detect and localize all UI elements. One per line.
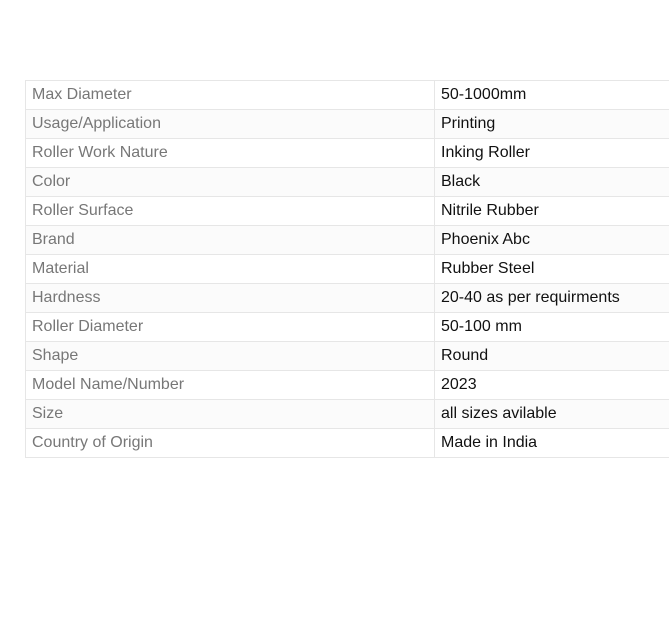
spec-value: Made in India (435, 429, 669, 458)
table-row (26, 197, 669, 226)
spec-label: Size (26, 400, 435, 429)
table-row (26, 284, 669, 313)
spec-value: 20-40 as per requirments (435, 284, 669, 313)
spec-label: Usage/Application (26, 110, 435, 139)
spec-label: Roller Surface (26, 197, 435, 226)
table-row (26, 400, 669, 429)
spec-value: Phoenix Abc (435, 226, 669, 255)
spec-label: Color (26, 168, 435, 197)
spec-label: Country of Origin (26, 429, 435, 458)
spec-value: 50-1000mm (435, 81, 669, 110)
spec-table (25, 80, 669, 458)
table-row (26, 226, 669, 255)
spec-label: Max Diameter (26, 81, 435, 110)
spec-value: Inking Roller (435, 139, 669, 168)
table-row (26, 429, 669, 458)
table-row (26, 139, 669, 168)
spec-value: Printing (435, 110, 669, 139)
table-row (26, 342, 669, 371)
table-row (26, 110, 669, 139)
table-row (26, 168, 669, 197)
table-row (26, 371, 669, 400)
spec-value: 2023 (435, 371, 669, 400)
spec-value: Black (435, 168, 669, 197)
spec-label: Hardness (26, 284, 435, 313)
spec-label: Brand (26, 226, 435, 255)
spec-label: Model Name/Number (26, 371, 435, 400)
spec-value: Nitrile Rubber (435, 197, 669, 226)
product-specification (25, 80, 669, 458)
spec-value: 50-100 mm (435, 313, 669, 342)
spec-value: Rubber Steel (435, 255, 669, 284)
spec-label: Roller Diameter (26, 313, 435, 342)
spec-label: Roller Work Nature (26, 139, 435, 168)
spec-value: Round (435, 342, 669, 371)
table-row (26, 81, 669, 110)
spec-label: Material (26, 255, 435, 284)
table-row (26, 255, 669, 284)
spec-value: all sizes avilable (435, 400, 669, 429)
table-row (26, 313, 669, 342)
spec-label: Shape (26, 342, 435, 371)
